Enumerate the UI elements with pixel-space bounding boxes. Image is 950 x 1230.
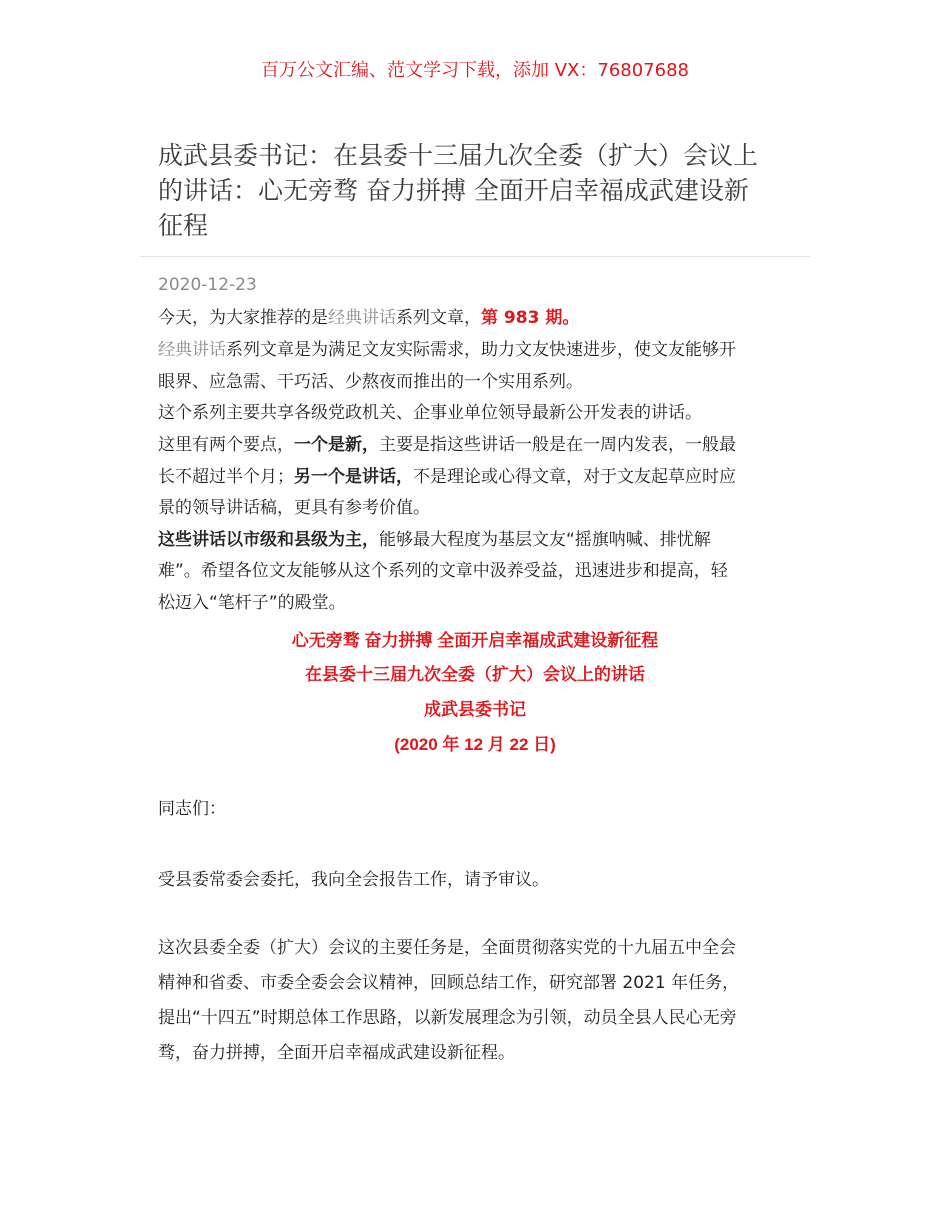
speech-author: 成武县委书记	[424, 700, 526, 719]
speech-date: (2020 年 12 月 22 日)	[394, 735, 556, 754]
bold-text: 这些讲话以市级和县级为主，	[158, 530, 379, 550]
series-name: 经典讲话	[328, 308, 396, 328]
speech-title: 心无旁骛 奋力拼搏 全面开启幸福成武建设新征程	[291, 631, 659, 650]
title-divider	[140, 256, 810, 257]
bold-text: 另一个是讲话，	[294, 467, 413, 487]
salutation: 同志们：	[158, 799, 226, 819]
speech-subtitle: 在县委十三届九次全委（扩大）会议上的讲话	[305, 665, 645, 684]
intro-line	[158, 465, 736, 489]
intro-line: 难”。希望各位文友能够从这个系列的文章中汲养受益，迅速进步和提高，轻	[158, 561, 728, 581]
bold-text: 一个是新，	[294, 435, 379, 455]
watermark-banner: 百万公文汇编、范文学习下载，添加 VX：76807688	[261, 60, 689, 81]
issue-number: 第 983 期。	[481, 308, 580, 328]
text: 今天，为大家推荐的是	[158, 308, 328, 328]
paragraph-line: 骛，奋力拼搏，全面开启幸福成武建设新征程。	[158, 1043, 515, 1063]
article-title-line: 成武县委书记：在县委十三届九次全委（扩大）会议上	[158, 141, 759, 170]
text: 能够最大程度为基层文友“摇旗呐喊、排忧解	[379, 530, 711, 550]
intro-line: 这个系列主要共享各级党政机关、企事业单位领导最新公开发表的讲话。	[158, 403, 702, 423]
text: 不是理论或心得文章，对于文友起草应时应	[413, 467, 736, 487]
paragraph-line: 精神和省委、市委全委会会议精神，回顾总结工作，研究部署 2021 年任务，	[158, 973, 740, 993]
article-title-line: 的讲话：心无旁骛 奋力拼搏 全面开启幸福成武建设新	[158, 176, 749, 205]
text: 主要是指这些讲话一般是在一周内发表，一般最	[379, 435, 736, 455]
intro-line	[158, 528, 711, 552]
article-title-line: 征程	[158, 211, 209, 240]
paragraph: 受县委常委会委托，我向全会报告工作，请予审议。	[158, 870, 549, 890]
paragraph-line: 这次县委全委（扩大）会议的主要任务是，全面贯彻落实党的十九届五中全会	[158, 938, 736, 958]
text: 这里有两个要点，	[158, 435, 294, 455]
publish-date: 2020-12-23	[158, 275, 257, 295]
intro-line	[158, 306, 579, 330]
intro-line	[158, 433, 736, 457]
text: 系列文章是为满足文友实际需求，助力文友快速进步，使文友能够开	[226, 340, 736, 360]
series-name: 经典讲话	[158, 340, 226, 360]
intro-line: 松迈入“笔杆子”的殿堂。	[158, 593, 346, 613]
intro-line	[158, 338, 736, 362]
text: 长不超过半个月；	[158, 467, 294, 487]
intro-line: 眼界、应急需、干巧活、少熬夜而推出的一个实用系列。	[158, 372, 583, 392]
paragraph-line: 提出“十四五”时期总体工作思路，以新发展理念为引领，动员全县人民心无旁	[158, 1008, 737, 1028]
text: 系列文章，	[396, 308, 481, 328]
intro-line: 景的领导讲话稿，更具有参考价值。	[158, 498, 430, 518]
